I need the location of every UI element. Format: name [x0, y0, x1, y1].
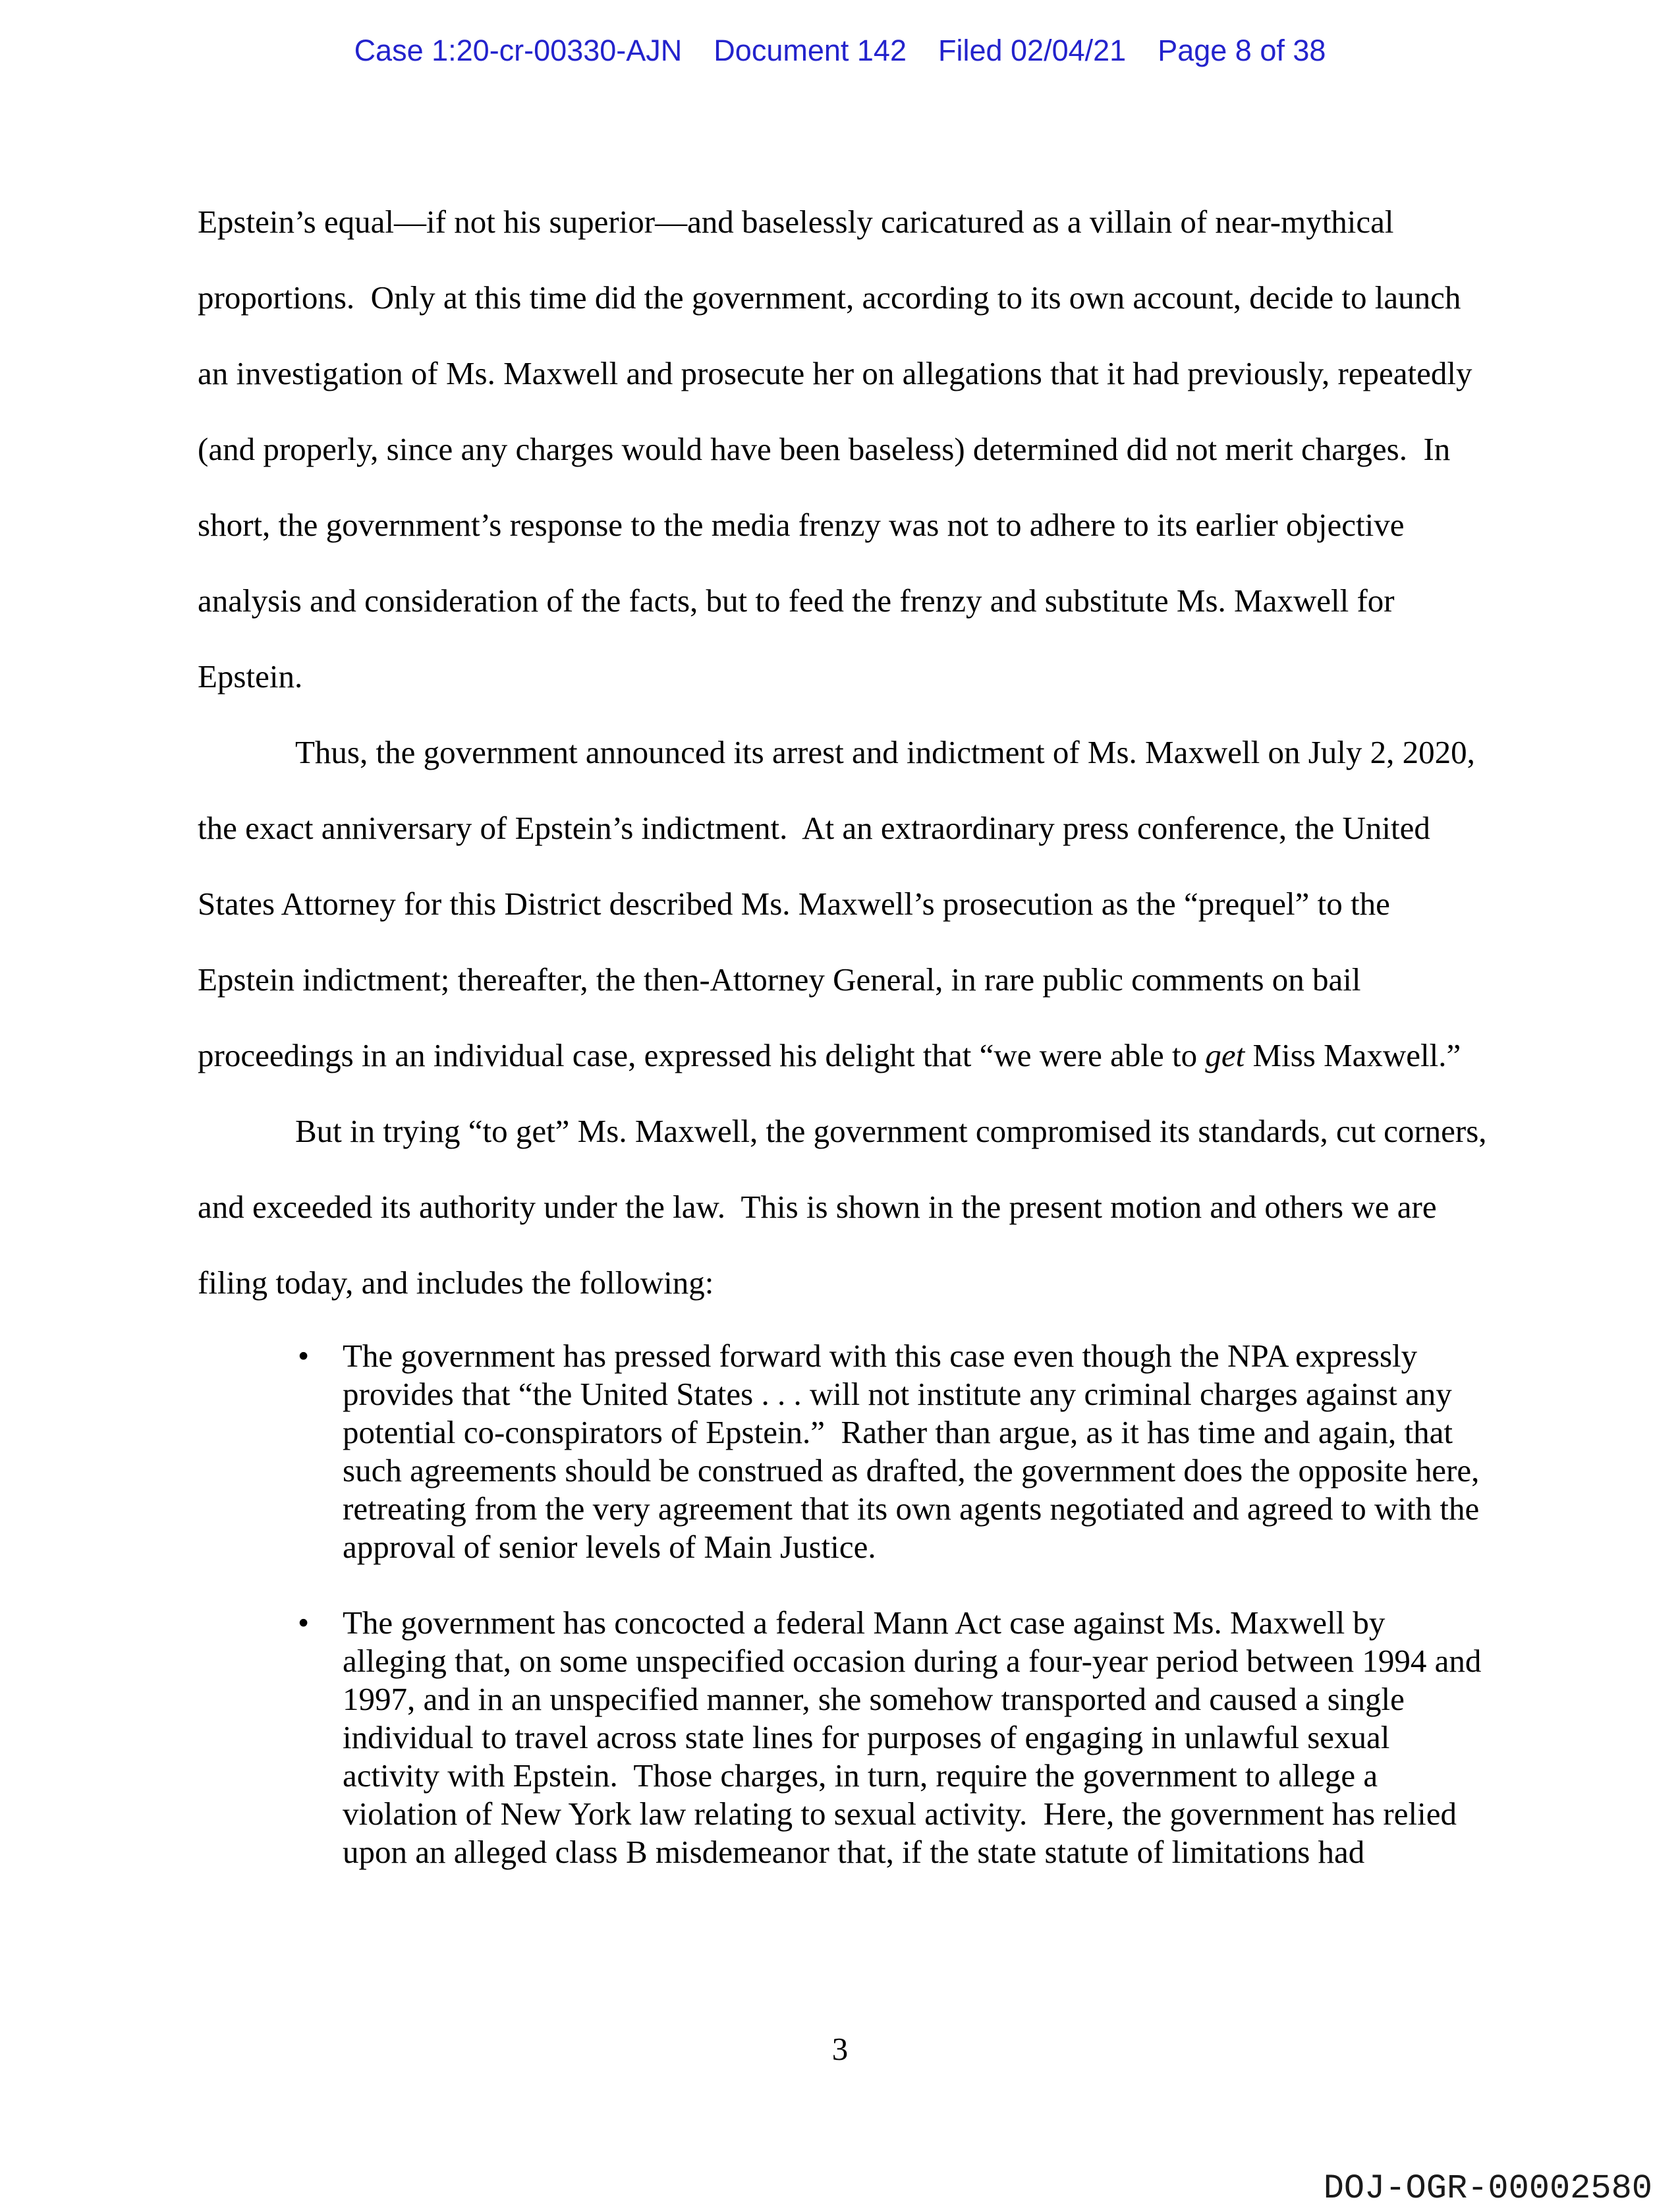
- case-header-case-number: Case 1:20-cr-00330-AJN: [354, 34, 683, 67]
- paragraph-text: Epstein’s equal—if not his superior—and baselessly caricatured as a villain of near-mythical proportions. Only at this time did the government, according to its own account, decide to launch an investigation of Ms. Maxwell and prosecute her on allegations that it had previously, repeatedly (and properly, since any charges would have been baseless) determined did not merit charges. In short, the government’s response to the media frenzy was not to adhere to its earlier objective analysis and consideration of the facts, but to feed the frenzy and substitute Ms. Maxwell for Epstein.: [198, 204, 1480, 695]
- list-item: [298, 1337, 1488, 1566]
- paragraph-text: But in trying “to get” Ms. Maxwell, the government compromised its standards, cut corners, and exceeded its authority under the law. This is shown in the present motion and others we are filing today, and includes the following:: [198, 1113, 1495, 1301]
- case-header: [0, 0, 1680, 69]
- body-paragraph-2: [198, 714, 1488, 1093]
- bullet-icon: •: [298, 1338, 310, 1374]
- paragraph-text: Miss Maxwell.”: [1245, 1037, 1461, 1073]
- italicized-word: get: [1205, 1037, 1245, 1073]
- bullet-text: The government has pressed forward with this case even though the NPA expressly provides that “the United States . . . will not institute any criminal charges against any potential co-conspirators of Epstein.” Rather than argue, as it has time and again, that such agreements should be construed as drafted, the government does the opposite here, retreating from the very agreement that its own agents negotiated and agreed to with the approval of senior levels of Main Justice.: [343, 1338, 1488, 1565]
- bates-stamp: DOJ-OGR-00002580: [1323, 2169, 1652, 2208]
- case-header-document-number: Document 142: [714, 34, 907, 67]
- paragraph-text: Thus, the government announced its arrest and indictment of Ms. Maxwell on July 2, 2020, the exact anniversary of Epstein’s indictment. At an extraordinary press conference, the United States Attorney for this District described Ms. Maxwell’s prosecution as the “prequel” to the Epstein indictment; thereafter, the then-Attorney General, in rare public comments on bail proceedings in an individual case, expressed his delight that “we were able to: [198, 734, 1484, 1073]
- document-body: [198, 184, 1495, 1871]
- body-paragraph-1: [198, 184, 1488, 714]
- bullet-list: [298, 1337, 1488, 1871]
- case-header-page-count: Page 8 of 38: [1158, 34, 1326, 67]
- page-number: 3: [831, 2031, 849, 2067]
- case-header-filed-date: Filed 02/04/21: [938, 34, 1127, 67]
- list-item: [298, 1604, 1488, 1871]
- bullet-icon: •: [298, 1604, 310, 1641]
- body-paragraph-3: [198, 1093, 1495, 1320]
- bullet-text: The government has concocted a federal Mann Act case against Ms. Maxwell by alleging that, on some unspecified occasion during a four-year period between 1994 and 1997, and in an unspecified manner, she somehow transported and caused a single individual to travel across state lines for purposes of engaging in unlawful sexual activity with Epstein. Those charges, in turn, require the government to allege a violation of New York law relating to sexual activity. Here, the government has relied upon an alleged class B misdemeanor that, if the state statute of limitations had: [343, 1604, 1490, 1870]
